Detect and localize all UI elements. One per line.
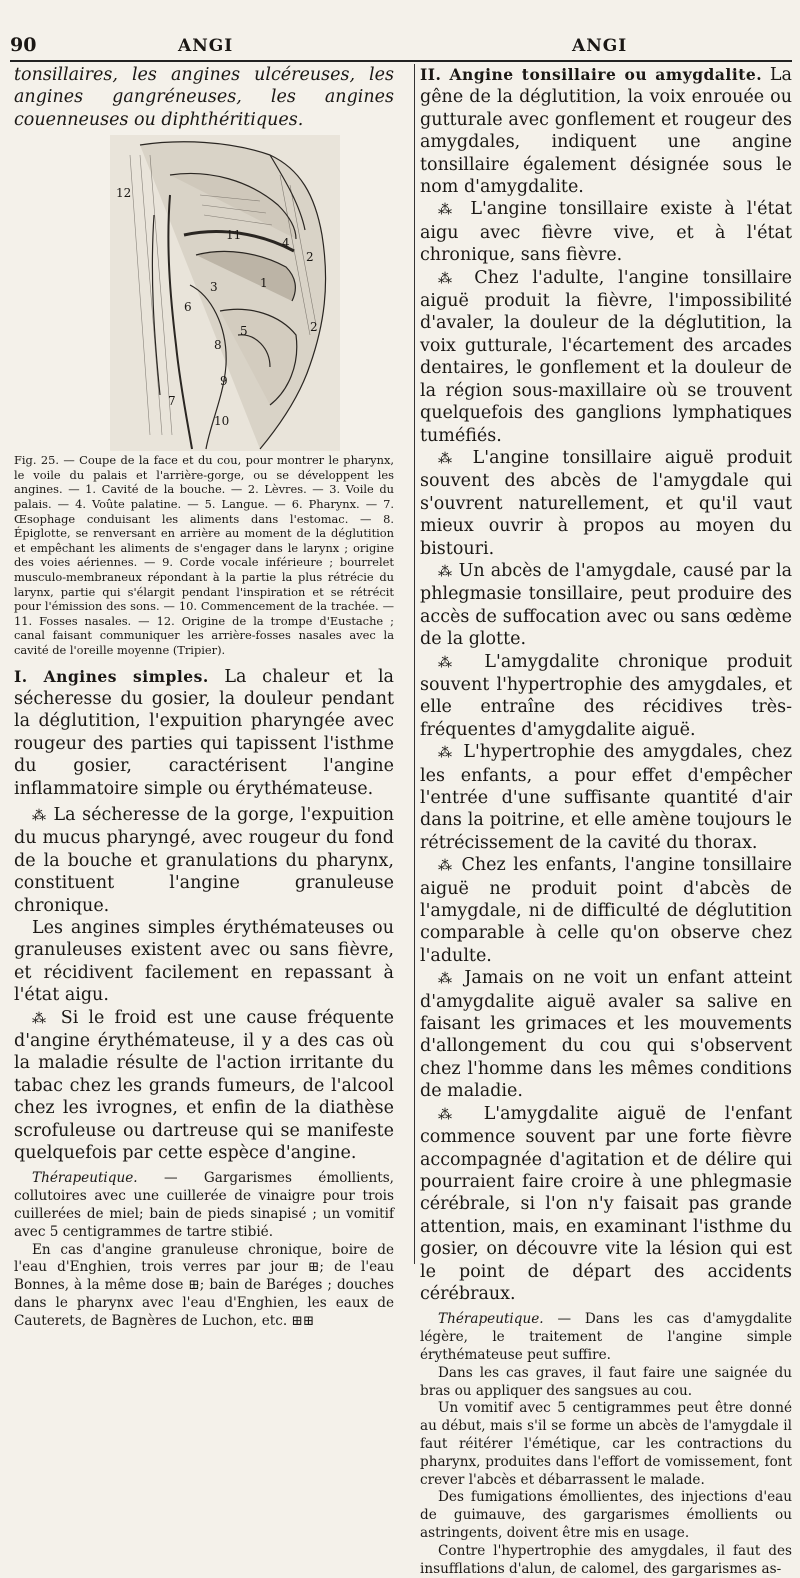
left-column [14,64,394,1331]
right-paragraph-7 [420,854,792,967]
right-paragraph-6 [420,741,792,854]
fig-label-3: 3 [210,280,218,295]
right-paragraph-6-text: L'hypertrophie des amygdales, chez les enfants, a pour effet d'empêcher l'entrée d'une suffisante quantité d'air dans la poitrine, et elle amène toujours le rétrécissement de la cavité du thorax. [420,742,792,853]
page-number: 90 [10,34,37,56]
right-paragraph-8-text: Jamais on ne voit un enfant atteint d'amygdalite aiguë avaler sa salive en faisant les grimaces et les mouvements d'allongement du cou qui s'observent chez l'homme dans les mêmes conditions de maladie. [420,968,792,1102]
asterism-icon: ⁂ [438,202,459,219]
fig-label-12: 12 [116,186,132,201]
figure-caption: Fig. 25. — Coupe de la face et du cou, pour montrer le pharynx, le voile du palais et l'arrière-gorge, ou se développent les angines. — 1. Cavité de la bouche. — 2. Lèvres. — 3. Voile du palais. — 4. Voûte palatine. — 5. Langue. — 6. Pharynx. — 7. Œsophage conduisant les aliments dans l'estomac. — 8. Épiglotte, se renversant en arrière au moment de la déglutition et empêchant les aliments de s'engager dans le larynx ; origine des voies aériennes. — 9. Corde vocale inférieure ; bourrelet musculo-membraneux répondant à la partie la plus rétrécie du larynx, partie qui s'élargit pendant l'inspiration et se rétrécit pour l'émission des sons. — 10. Commencement de la trachée. — 11. Fosses nasales. — 12. Origine de la trompe d'Eustache ; canal faisant communiquer les arrière-fosses nasales avec la cavité de l'oreille moyenne (Tripier). [14,453,394,657]
right-paragraph-9 [420,1103,792,1306]
right-therapy-paragraph-5: Contre l'hypertrophie des amygdales, il faut des insufflations d'alun, de calomel, des gargarismes as- [420,1542,792,1577]
header-rule [10,60,792,62]
fig-label-6: 6 [184,300,192,315]
asterism-icon: ⁂ [438,450,460,467]
fig-label-7: 7 [168,394,176,409]
right-paragraph-5 [420,651,792,742]
right-paragraph-7-text: Chez les enfants, l'angine tonsillaire aiguë ne produit point d'abcès de l'amygdale, ni de difficulté de déglutition comparable à celle qu'on observe chez l'adulte. [420,855,792,966]
asterism-icon: ⁂ [438,270,461,287]
asterism-icon: ⁂ [438,745,455,762]
left-therapy-label: Thérapeutique. [32,1170,138,1187]
right-paragraph-1 [420,198,792,266]
running-head-left: ANGI [178,36,234,56]
asterism-icon: ⁂ [32,807,47,824]
right-therapy-paragraph-4: Des fumigations émollientes, des injections d'eau de guimauve, des gargarismes émollients ou astringents, doivent être mis en usage. [420,1489,792,1541]
left-paragraph-1-text: La sécheresse de la gorge, l'expuition du mucus pharyngé, avec rougeur du fond de la bouche et granulations du pharynx, constituent l'angine granuleuse chronique. [14,804,394,916]
right-paragraph-3 [420,447,792,560]
fig-label-9: 9 [220,374,228,389]
fig-label-5: 5 [240,324,248,339]
asterism-icon: ⁂ [438,654,466,671]
right-therapy-paragraph-2: Dans les cas graves, il faut faire une saignée du bras ou appliquer des sangsues au cou. [420,1364,792,1399]
asterism-icon: ⁂ [438,1106,466,1123]
section-1-heading: I. Angines simples. [14,666,209,686]
right-paragraph-1-text: L'angine tonsillaire existe à l'état aigu avec fièvre vive, et à l'état chronique, sans fièvre. [420,199,792,266]
fig-label-10: 10 [214,414,230,429]
section-2-heading: II. Angine tonsillaire ou amygdalite. [420,65,763,84]
asterism-icon: ⁂ [438,971,456,988]
right-paragraph-8 [420,967,792,1102]
right-paragraph-5-text: L'amygdalite chronique produit souvent l'hypertrophie des amygdales, et elle entraîne des récidives très-fréquentes d'amygdalite aiguë. [420,651,792,740]
anatomical-figure [110,135,340,451]
face-neck-section-illustration [110,135,340,451]
fig-label-11: 11 [226,228,242,243]
asterism-icon: ⁂ [438,858,454,875]
asterism-icon: ⁂ [438,563,453,580]
right-paragraph-2 [420,267,792,447]
fig-label-1: 1 [260,276,268,291]
right-therapy-text: — Dans les cas d'amygdalite légère, le traitement de l'angine simple érythémateuse peut suffire. [420,1311,793,1363]
left-paragraph-3 [14,1007,394,1165]
right-paragraph-9-text: L'amygdalite aiguë de l'enfant commence souvent par une forte fièvre accompagnée d'agitation et de délire qui pourraient faire croire à une phlegmasie cérébrale, si l'on n'y faisait pas grande attention, mais, en examinant l'isthme du gosier, on découvre vite la lésion qui est le point de départ des accidents cérébraux. [420,1103,792,1304]
column-divider [414,64,415,1264]
page-header [10,34,790,60]
fig-label-2a: 2 [306,250,314,265]
section-1-text: La chaleur et la sécheresse du gosier, la douleur pendant la déglutition, l'expuition pharyngée avec rougeur des parties qui tapissent l'isthme du gosier, caractérisent l'angine inflammatoire simple ou érythémateuse. [14,666,394,799]
section-1-paragraph [14,666,394,800]
right-paragraph-4-text: Un abcès de l'amygdale, causé par la phlegmasie tonsillaire, peut produire des accès de suffocation avec ou sans œdème de la glotte. [420,560,793,650]
fig-label-8: 8 [214,338,222,353]
right-paragraph-4 [420,560,792,651]
left-therapy-paragraph-2: En cas d'angine granuleuse chronique, boire de l'eau d'Enghien, trois verres par jour ⊞; de l'eau Bonnes, à la même dose ⊞; bain de Baréges ; douches dans le pharynx avec l'eau d'Enghien, les eaux de Cauterets, de Bagnères de Luchon, etc. ⊞⊞ [14,1241,394,1329]
fig-label-2b: 2 [310,320,318,335]
left-paragraph-3-text: Si le froid est une cause fréquente d'angine érythémateuse, il y a des cas où la maladie résulte de l'action irritante du tabac chez les grands fumeurs, de l'alcool chez les ivrognes, et enfin de la diathèse scrofuleuse ou dartreuse qui se manifeste quelquefois par cette espèce d'angine. [14,1007,394,1164]
asterism-icon: ⁂ [32,1010,51,1027]
right-therapy-paragraph-3: Un vomitif avec 5 centigrammes peut être donné au début, mais s'il se forme un abcès de l'amygdale il faut réitérer l'émétique, car les contractions du pharynx, produites dans l'effort de vomissement, font crever l'abcès et débarrassent le malade. [420,1400,792,1488]
running-head-right: ANGI [572,36,628,56]
left-therapy-text: — Gargarismes émollients, collutoires avec une cuillerée de vinaigre pour trois cuillerées de miel; bain de pieds sinapisé ; un vomitif avec 5 centigrammes de tartre stibié. [14,1170,394,1240]
fig-label-4: 4 [282,236,290,251]
right-paragraph-3-text: L'angine tonsillaire aiguë produit souvent des abcès de l'amygdale qui s'ouvrent naturellement, et qu'il vaut mieux ouvrir à propos au moyen du bistouri. [420,447,792,559]
left-paragraph-1 [14,804,394,917]
intro-paragraph: tonsillaires, les angines ulcéreuses, les angines gangréneuses, les angines couenneuses ou diphthéritiques. [14,65,394,130]
section-2-paragraph [420,64,792,198]
section-2-text: La gêne de la déglutition, la voix enrouée ou gutturale avec gonflement et rougeur des amygdales, indiquent une angine tonsillaire également désignée sous le nom d'amygdalite. [420,65,792,198]
right-therapy-paragraph [420,1311,792,1364]
right-paragraph-2-text: Chez l'adulte, l'angine tonsillaire aiguë produit la fièvre, l'impossibilité d'avaler, la douleur de la déglutition, la voix gutturale, l'écartement des arcades dentaires, le gonflement et la douleur de la région sous-maxillaire où se trouvent quelquefois des ganglions lymphatiques tuméfiés. [420,267,792,446]
right-therapy-label: Thérapeutique. [438,1311,544,1328]
right-column [420,64,792,1578]
left-paragraph-2: Les angines simples érythémateuses ou granuleuses existent avec ou sans fièvre, et récidivent facilement en repassant à l'état aigu. [14,918,394,1006]
left-therapy-paragraph [14,1170,394,1241]
